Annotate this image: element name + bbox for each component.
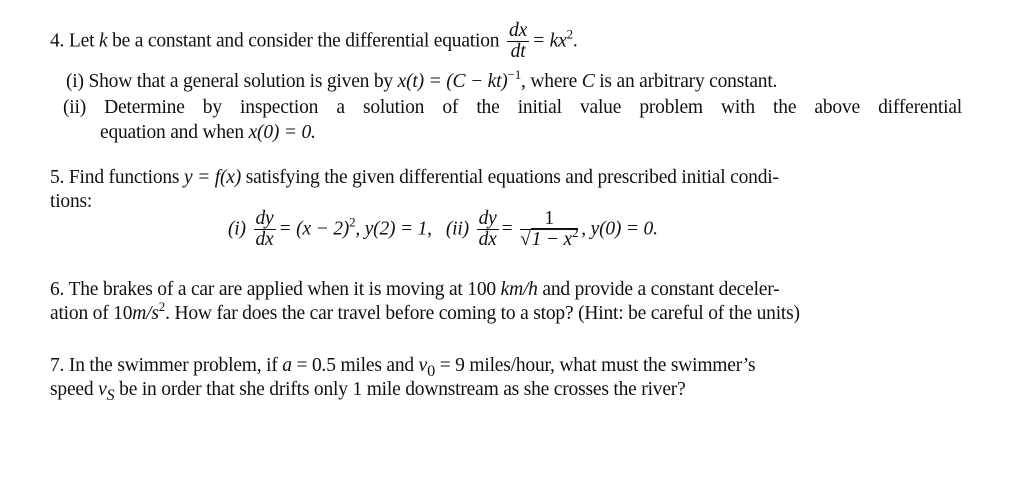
q6-line2 xyxy=(50,299,800,325)
exp: 2 xyxy=(158,299,166,314)
text: . How far does the car travel before coming to a stop? (Hint: be careful of the units) xyxy=(165,303,800,324)
math: = (x − 2) xyxy=(278,218,350,240)
q4-part-ii-cont xyxy=(100,122,316,144)
text: be in order that she drifts only 1 mile downstream as she crosses the river? xyxy=(114,379,686,400)
period: . xyxy=(572,30,578,52)
q7-line1 xyxy=(50,355,755,381)
math: x(t) = (C − kt) xyxy=(397,71,508,92)
text: is an arbitrary constant. xyxy=(594,71,778,92)
q4-part-i xyxy=(66,67,778,93)
frac-den: dt xyxy=(510,41,526,63)
q7-line2 xyxy=(50,379,686,405)
label: (i) xyxy=(228,218,246,240)
text: 5. Find functions xyxy=(50,167,184,188)
unit: km/h xyxy=(500,279,538,300)
equals: = xyxy=(501,218,513,240)
math: v xyxy=(98,379,107,400)
math: C xyxy=(581,71,595,92)
q4-text: 4. Let k be a constant and consider the differential equation xyxy=(50,30,500,52)
q6-line1 xyxy=(50,279,779,301)
unit: m/s xyxy=(132,303,159,324)
text: = 0.5 miles and xyxy=(291,355,419,376)
q5-equations xyxy=(228,209,658,251)
frac-num: dx xyxy=(509,20,528,41)
frac-num: dy xyxy=(478,208,497,229)
math: x(0) = 0. xyxy=(248,122,316,143)
text: 6. The brakes of a car are applied when it is moving at 100 xyxy=(50,279,501,300)
frac-num: dy xyxy=(255,208,274,229)
exp: −1 xyxy=(507,67,522,82)
q4-part-ii: (ii) Determine by inspection a solution of the initial value problem with the above differential xyxy=(63,97,962,118)
exp: 2 xyxy=(349,214,356,230)
text: equation and when xyxy=(100,122,249,143)
math: y = f(x) xyxy=(184,167,242,188)
q4-fraction xyxy=(507,21,529,63)
q5-line2: tions: xyxy=(50,191,93,212)
fraction xyxy=(477,209,499,251)
math: , y(0) = 0. xyxy=(581,218,658,240)
q4-statement xyxy=(50,21,578,63)
exp: 2 xyxy=(571,225,579,241)
math: , y(2) = 1, xyxy=(355,218,432,240)
text: speed xyxy=(50,379,99,400)
text: ation of 10 xyxy=(50,303,133,324)
text: (i) Show that a general solution is given by xyxy=(66,71,398,92)
frac-den: dx xyxy=(478,229,497,251)
exp: 2 xyxy=(566,26,573,42)
q4-var-k: k xyxy=(98,30,108,52)
q5-line1 xyxy=(50,167,962,189)
frac-num: 1 xyxy=(520,209,578,230)
text: , where xyxy=(521,71,582,92)
q4-rhs: = kx xyxy=(532,30,567,52)
text: satisfying the given differential equations and prescribed initial condi- xyxy=(241,167,779,188)
text: = 9 miles/hour, what must the swimmer’s xyxy=(435,355,756,376)
fraction xyxy=(254,209,276,251)
frac-den: dx xyxy=(255,229,274,251)
math: v xyxy=(418,355,428,376)
subscript: 0 xyxy=(427,361,436,380)
label: (ii) xyxy=(445,218,469,240)
subscript: S xyxy=(106,385,115,404)
fraction xyxy=(520,209,578,251)
text: 7. In the swimmer problem, if xyxy=(50,355,283,376)
radicand: 1 − x xyxy=(531,229,572,251)
math: a xyxy=(282,355,292,376)
text: and provide a constant deceler- xyxy=(537,279,780,300)
sqrt-icon: √ xyxy=(520,229,531,251)
